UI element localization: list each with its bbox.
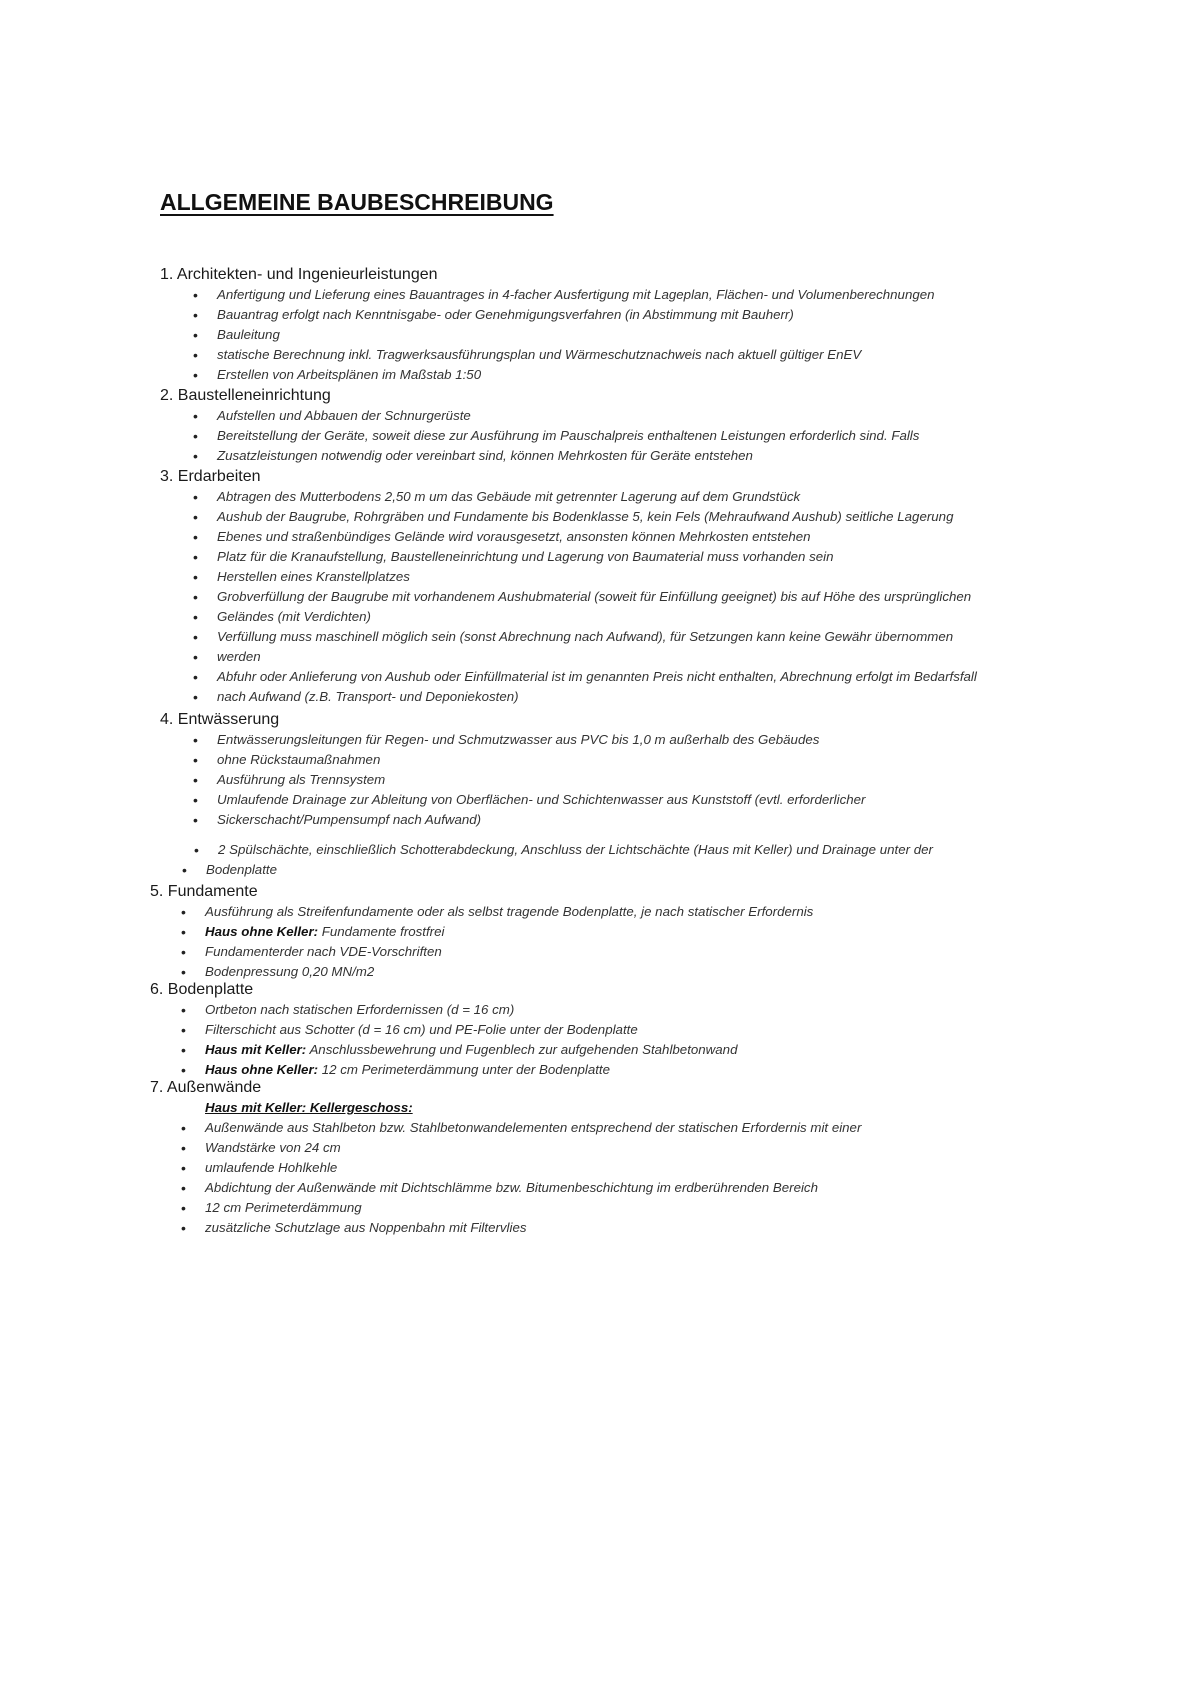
section-entwaesserung [160, 710, 1080, 880]
list-item-continuation: • Zusatzleistungen notwendig oder vereinbart sind, können Mehrkosten für Geräte entstehen [217, 446, 1080, 466]
section-aussenwaende [150, 1078, 1070, 1238]
list-item [205, 1060, 1070, 1080]
list-item-continuation: • Geländes (mit Verdichten) [217, 607, 1080, 627]
list-item [205, 1040, 1070, 1060]
section-heading: 5. Fundamente [150, 883, 258, 900]
list-item: • Fundamenterder nach VDE-Vorschriften [205, 942, 1070, 962]
list-item: • Erstellen von Arbeitsplänen im Maßstab 1:50 [217, 365, 1080, 385]
list-item: • 2 Spülschächte, einschließlich Schotterabdeckung, Anschluss der Lichtschächte (Haus mit Keller) und Drainage unter der [218, 840, 1080, 860]
section-heading: 7. Außenwände [150, 1079, 262, 1096]
list-item: • Platz für die Kranaufstellung, Baustelleneinrichtung und Lagerung von Baumaterial muss vorhanden sein [217, 547, 1080, 567]
list-item-continuation: • ohne Rückstaumaßnahmen [217, 750, 1080, 770]
list-item: • Ausführung als Streifenfundamente oder als selbst tragende Bodenplatte, je nach statischer Erfordernis [205, 902, 1070, 922]
list-item: • Verfüllung muss maschinell möglich sein (sonst Abrechnung nach Aufwand), für Setzungen kann keine Gewähr übernommen [217, 627, 1080, 647]
list-item: • Abfuhr oder Anlieferung von Aushub oder Einfüllmaterial ist im genannten Preis nicht enthalten, Abrechnung erfolgt im Bedarfsfall [217, 667, 1080, 687]
list-item: • Anfertigung und Lieferung eines Bauantrages in 4-facher Ausfertigung mit Lageplan, Flächen- und Volumenberechnungen [217, 285, 1080, 305]
document-title: ALLGEMEINE BAUBESCHREIBUNG [160, 189, 554, 215]
list-item: • Außenwände aus Stahlbeton bzw. Stahlbetonwandelementen entsprechend der statischen Erfordernis mit einer [205, 1118, 1070, 1138]
section-architekten [160, 265, 1080, 385]
list-item: • Abtragen des Mutterbodens 2,50 m um das Gebäude mit getrennter Lagerung auf dem Grundstück [217, 487, 1080, 507]
section-baustelleneinrichtung [160, 386, 1080, 466]
list-item: • Bauantrag erfolgt nach Kenntnisgabe- oder Genehmigungsverfahren (in Abstimmung mit Bauherr) [217, 305, 1080, 325]
item-list [205, 1118, 1070, 1238]
list-item-continuation: • nach Aufwand (z.B. Transport- und Deponiekosten) [217, 687, 1080, 707]
list-item: • Grobverfüllung der Baugrube mit vorhandenem Aushubmaterial (soweit für Einfüllung geeignet) bis auf Höhe des ursprünglichen [217, 587, 1080, 607]
sublabel-kellergeschoss: Haus mit Keller: Kellergeschoss: [205, 1100, 413, 1115]
item-list [217, 285, 1080, 385]
list-item: • zusätzliche Schutzlage aus Noppenbahn mit Filtervlies [205, 1218, 1070, 1238]
item-list [205, 902, 1070, 982]
list-item-continuation: • Sickerschacht/Pumpensumpf nach Aufwand) [217, 810, 1080, 830]
section-heading: 6. Bodenplatte [150, 981, 254, 998]
list-item-continuation: • Wandstärke von 24 cm [205, 1138, 1070, 1158]
list-item: • 12 cm Perimeterdämmung [205, 1198, 1070, 1218]
section-heading: 4. Entwässerung [160, 711, 280, 728]
list-item: • Filterschicht aus Schotter (d = 16 cm) und PE-Folie unter der Bodenplatte [205, 1020, 1070, 1040]
section-bodenplatte [150, 980, 1070, 1080]
list-item: • Entwässerungsleitungen für Regen- und Schmutzwasser aus PVC bis 1,0 m außerhalb des Gebäudes [217, 730, 1080, 750]
label-haus-mit-keller: Haus mit Keller: [205, 1042, 307, 1057]
section-erdarbeiten [160, 467, 1080, 707]
list-item: • Umlaufende Drainage zur Ableitung von Oberflächen- und Schichtenwasser aus Kunststoff (evtl. erforderlicher [217, 790, 1080, 810]
list-item: • Herstellen eines Kranstellplatzes [217, 567, 1080, 587]
label-haus-ohne-keller: Haus ohne Keller: [205, 924, 319, 939]
section-fundamente [150, 882, 1070, 982]
item-list [217, 730, 1080, 830]
list-item: • Abdichtung der Außenwände mit Dichtschlämme bzw. Bitumenbeschichtung im erdberührenden Bereich [205, 1178, 1070, 1198]
section-heading: 1. Architekten- und Ingenieurleistungen [160, 266, 438, 283]
item-list [217, 406, 1080, 466]
list-item: • Ausführung als Trennsystem [217, 770, 1080, 790]
list-item-continuation: • werden [217, 647, 1080, 667]
label-haus-ohne-keller: Haus ohne Keller: [205, 1062, 319, 1077]
section-heading: 3. Erdarbeiten [160, 468, 261, 485]
list-item: • Bereitstellung der Geräte, soweit diese zur Ausführung im Pauschalpreis enthaltenen Leistungen erforderlich sind. Falls [217, 426, 1080, 446]
item-text: Anschlussbewehrung und Fugenblech zur aufgehenden Stahlbetonwand [309, 1042, 738, 1057]
item-list [217, 487, 1080, 707]
item-text: Fundamente frostfrei [321, 924, 445, 939]
list-item-continuation: • Bodenplatte [206, 860, 1080, 880]
list-item: • umlaufende Hohlkehle [205, 1158, 1070, 1178]
item-list [205, 1000, 1070, 1080]
list-item: • statische Berechnung inkl. Tragwerksausführungsplan und Wärmeschutznachweis nach aktuell gültiger EnEV [217, 345, 1080, 365]
list-item [205, 922, 1070, 942]
list-item: • Bauleitung [217, 325, 1080, 345]
list-item: • Ebenes und straßenbündiges Gelände wird vorausgesetzt, ansonsten können Mehrkosten entstehen [217, 527, 1080, 547]
item-text: 12 cm Perimeterdämmung unter der Bodenplatte [321, 1062, 611, 1077]
list-item: • Bodenpressung 0,20 MN/m2 [205, 962, 1070, 982]
list-item: • Ortbeton nach statischen Erfordernissen (d = 16 cm) [205, 1000, 1070, 1020]
item-list [206, 840, 1080, 880]
list-item: • Aushub der Baugrube, Rohrgräben und Fundamente bis Bodenklasse 5, kein Fels (Mehraufwand Aushub) seitliche Lagerung [217, 507, 1080, 527]
list-item: • Aufstellen und Abbauen der Schnurgerüste [217, 406, 1080, 426]
section-heading: 2. Baustelleneinrichtung [160, 387, 331, 404]
